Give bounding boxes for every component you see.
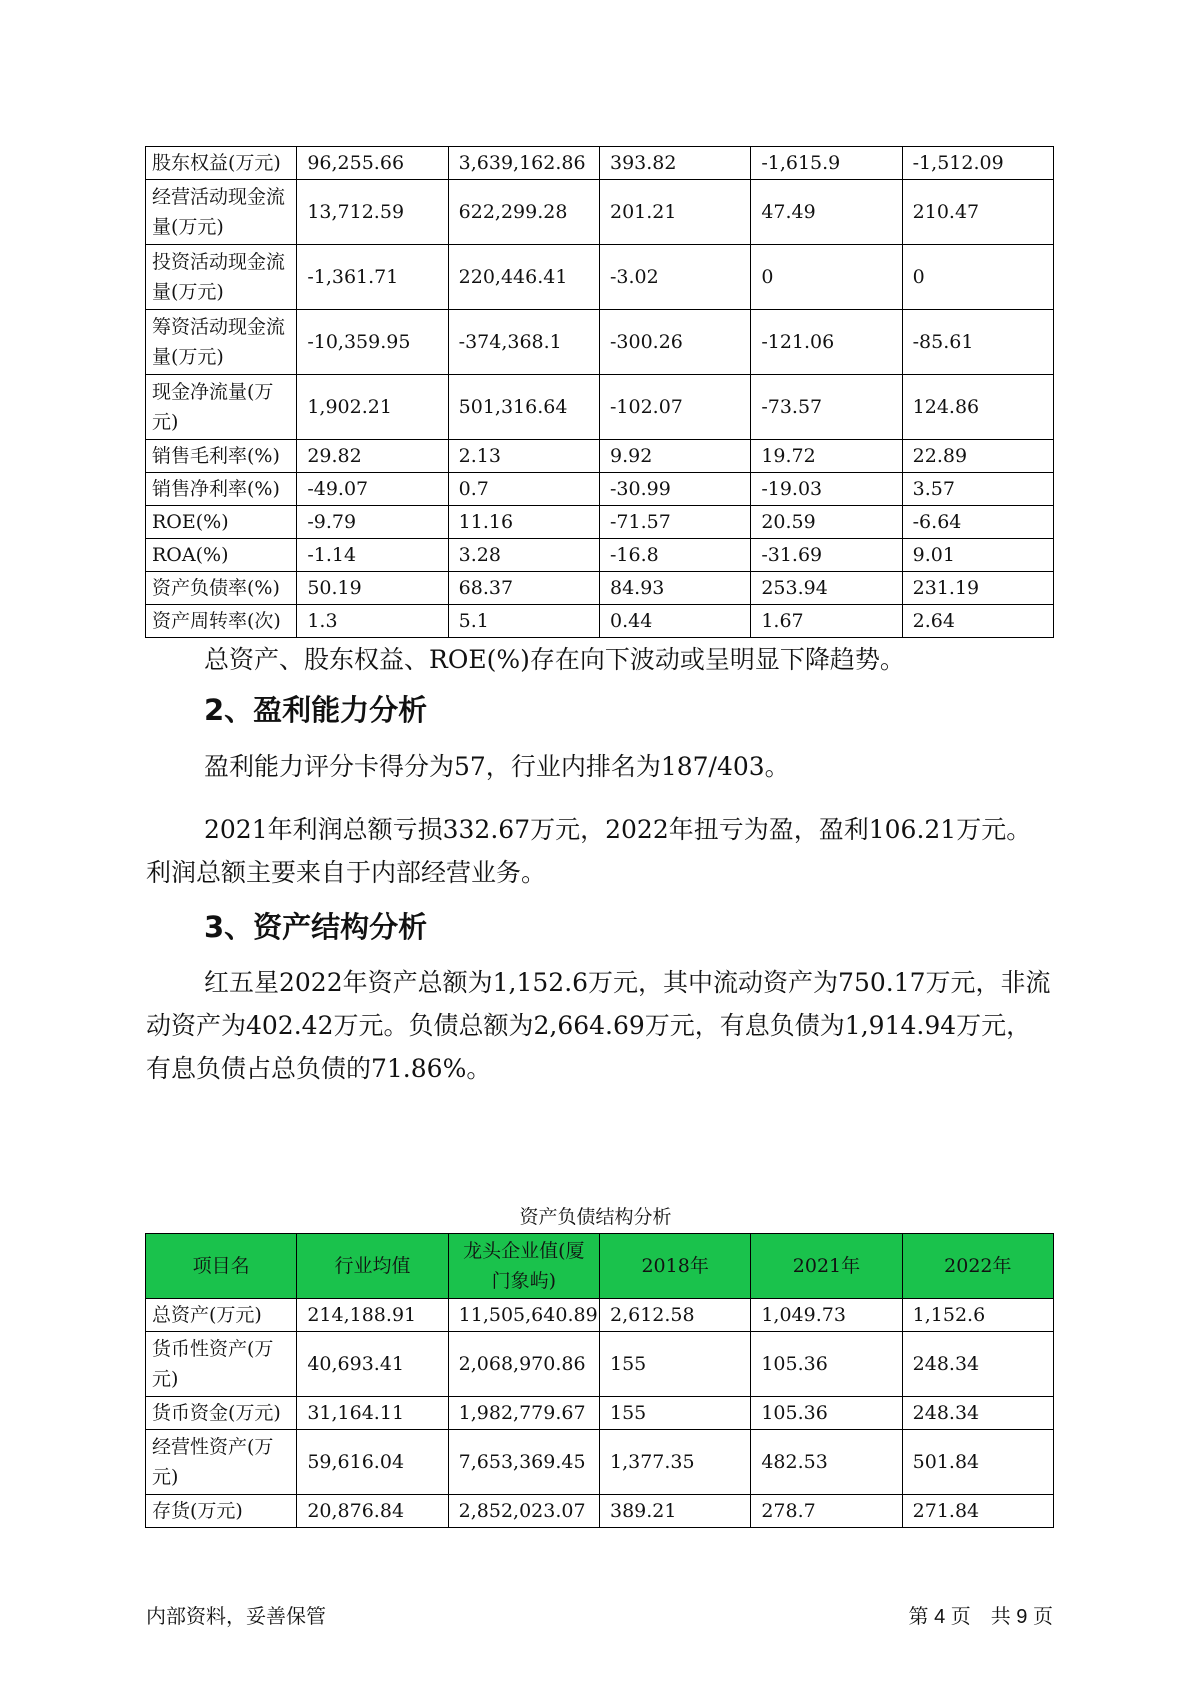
table-cell: 622,299.28	[448, 180, 599, 245]
table-cell: -73.57	[751, 375, 902, 440]
row-label: 销售净利率(%)	[146, 473, 297, 506]
table-cell: 1,377.35	[599, 1430, 750, 1495]
table-cell: 248.34	[902, 1332, 1053, 1397]
table-cell: 31,164.11	[297, 1397, 448, 1430]
table-cell: -1,512.09	[902, 147, 1053, 180]
column-header: 行业均值	[297, 1234, 448, 1299]
table-cell: 1,982,779.67	[448, 1397, 599, 1430]
table-row	[146, 375, 1054, 440]
table-cell: 155	[599, 1397, 750, 1430]
table-cell: 105.36	[751, 1332, 902, 1397]
table-cell: 9.92	[599, 440, 750, 473]
table-cell: 501,316.64	[448, 375, 599, 440]
row-label: 筹资活动现金流量(万元)	[146, 310, 297, 375]
table-cell: 40,693.41	[297, 1332, 448, 1397]
heading-asset-structure: 3、资产结构分析	[204, 910, 428, 944]
table-cell: -9.79	[297, 506, 448, 539]
table-cell: -31.69	[751, 539, 902, 572]
row-label: 货币性资产(万元)	[146, 1332, 297, 1397]
profit-score-paragraph: 盈利能力评分卡得分为57，行业内排名为187/403。	[204, 752, 790, 781]
table-row	[146, 310, 1054, 375]
table-cell: 2,068,970.86	[448, 1332, 599, 1397]
table-cell: 20.59	[751, 506, 902, 539]
table-cell: 7,653,369.45	[448, 1430, 599, 1495]
table-cell: -49.07	[297, 473, 448, 506]
table-cell: 47.49	[751, 180, 902, 245]
table-cell: 2,612.58	[599, 1299, 750, 1332]
table-cell: 22.89	[902, 440, 1053, 473]
footer-page-number: 第 4 页 共 9 页	[908, 1606, 1053, 1628]
table-cell: 84.93	[599, 572, 750, 605]
table-cell: -1.14	[297, 539, 448, 572]
table-cell: 96,255.66	[297, 147, 448, 180]
table-cell: -85.61	[902, 310, 1053, 375]
row-label: 资产周转率(次)	[146, 605, 297, 638]
table-row	[146, 1495, 1054, 1528]
table-cell: 13,712.59	[297, 180, 448, 245]
footer-confidential: 内部资料，妥善保管	[146, 1606, 326, 1628]
table-cell: 105.36	[751, 1397, 902, 1430]
table-cell: 231.19	[902, 572, 1053, 605]
row-label: 经营性资产(万元)	[146, 1430, 297, 1495]
table-cell: 271.84	[902, 1495, 1053, 1528]
table-cell: -19.03	[751, 473, 902, 506]
trend-paragraph: 总资产、股东权益、ROE(%)存在向下波动或呈明显下降趋势。	[204, 645, 905, 674]
table-cell: 59,616.04	[297, 1430, 448, 1495]
financial-metrics-table	[145, 146, 1054, 638]
table-cell: 124.86	[902, 375, 1053, 440]
table-cell: 0	[902, 245, 1053, 310]
table-cell: 1.67	[751, 605, 902, 638]
table-cell: 248.34	[902, 1397, 1053, 1430]
column-header: 龙头企业值(厦门象屿)	[448, 1234, 599, 1299]
table-cell: -374,368.1	[448, 310, 599, 375]
table-cell: -1,361.71	[297, 245, 448, 310]
table-cell: 0	[751, 245, 902, 310]
column-header: 项目名	[146, 1234, 297, 1299]
table-cell: 201.21	[599, 180, 750, 245]
table-cell: 253.94	[751, 572, 902, 605]
row-label: ROE(%)	[146, 506, 297, 539]
table-cell: -121.06	[751, 310, 902, 375]
table-row	[146, 440, 1054, 473]
table-cell: -1,615.9	[751, 147, 902, 180]
table-cell: 501.84	[902, 1430, 1053, 1495]
table-cell: 1,902.21	[297, 375, 448, 440]
table-cell: 20,876.84	[297, 1495, 448, 1528]
table-cell: 210.47	[902, 180, 1053, 245]
table-cell: -16.8	[599, 539, 750, 572]
table-cell: 389.21	[599, 1495, 750, 1528]
row-label: 销售毛利率(%)	[146, 440, 297, 473]
table-row	[146, 1397, 1054, 1430]
table-cell: 50.19	[297, 572, 448, 605]
column-header: 2021年	[751, 1234, 902, 1299]
table-cell: 2.13	[448, 440, 599, 473]
table-cell: 2,852,023.07	[448, 1495, 599, 1528]
table-cell: 29.82	[297, 440, 448, 473]
table-cell: 278.7	[751, 1495, 902, 1528]
row-label: 总资产(万元)	[146, 1299, 297, 1332]
row-label: 货币资金(万元)	[146, 1397, 297, 1430]
table-cell: -6.64	[902, 506, 1053, 539]
table-cell: 3.28	[448, 539, 599, 572]
table-cell: 2.64	[902, 605, 1053, 638]
table-row	[146, 1332, 1054, 1397]
asset-detail-paragraph: 红五星2022年资产总额为1,152.6万元，其中流动资产为750.17万元，非流动资产为402.42万元。负债总额为2,664.69万元，有息负债为1,914.94万元，有息负债占总负债的71.86%。	[146, 968, 1051, 1083]
heading-profitability: 2、盈利能力分析	[204, 693, 428, 727]
table-cell: 220,446.41	[448, 245, 599, 310]
table-cell: -3.02	[599, 245, 750, 310]
table-cell: 3,639,162.86	[448, 147, 599, 180]
column-header: 2022年	[902, 1234, 1053, 1299]
table-row	[146, 539, 1054, 572]
table-cell: 1,152.6	[902, 1299, 1053, 1332]
table-cell: 214,188.91	[297, 1299, 448, 1332]
table-cell: -30.99	[599, 473, 750, 506]
row-label: ROA(%)	[146, 539, 297, 572]
table-cell: 5.1	[448, 605, 599, 638]
table-cell: 393.82	[599, 147, 750, 180]
table-row	[146, 572, 1054, 605]
table-cell: 9.01	[902, 539, 1053, 572]
row-label: 存货(万元)	[146, 1495, 297, 1528]
table-row	[146, 1299, 1054, 1332]
table-row	[146, 473, 1054, 506]
row-label: 现金净流量(万元)	[146, 375, 297, 440]
table-cell: -10,359.95	[297, 310, 448, 375]
row-label: 投资活动现金流量(万元)	[146, 245, 297, 310]
table-row	[146, 180, 1054, 245]
table-cell: -102.07	[599, 375, 750, 440]
table-cell: -71.57	[599, 506, 750, 539]
table-row	[146, 245, 1054, 310]
profit-detail-paragraph: 2021年利润总额亏损332.67万元，2022年扭亏为盈，盈利106.21万元。利润总额主要来自于内部经营业务。	[146, 815, 1032, 887]
row-label: 资产负债率(%)	[146, 572, 297, 605]
table-cell: 11,505,640.89	[448, 1299, 599, 1332]
table-cell: 0.7	[448, 473, 599, 506]
table-cell: 155	[599, 1332, 750, 1397]
table-header-row	[146, 1234, 1054, 1299]
asset-structure-table	[145, 1233, 1054, 1528]
column-header: 2018年	[599, 1234, 750, 1299]
table-cell: 1,049.73	[751, 1299, 902, 1332]
table-cell: -300.26	[599, 310, 750, 375]
row-label: 股东权益(万元)	[146, 147, 297, 180]
table-row	[146, 506, 1054, 539]
table-row	[146, 147, 1054, 180]
table-row	[146, 605, 1054, 638]
table-row	[146, 1430, 1054, 1495]
table-caption: 资产负债结构分析	[519, 1206, 672, 1228]
table-cell: 68.37	[448, 572, 599, 605]
row-label: 经营活动现金流量(万元)	[146, 180, 297, 245]
table-cell: 3.57	[902, 473, 1053, 506]
table-cell: 482.53	[751, 1430, 902, 1495]
table-cell: 19.72	[751, 440, 902, 473]
table-cell: 0.44	[599, 605, 750, 638]
table-cell: 1.3	[297, 605, 448, 638]
table-cell: 11.16	[448, 506, 599, 539]
